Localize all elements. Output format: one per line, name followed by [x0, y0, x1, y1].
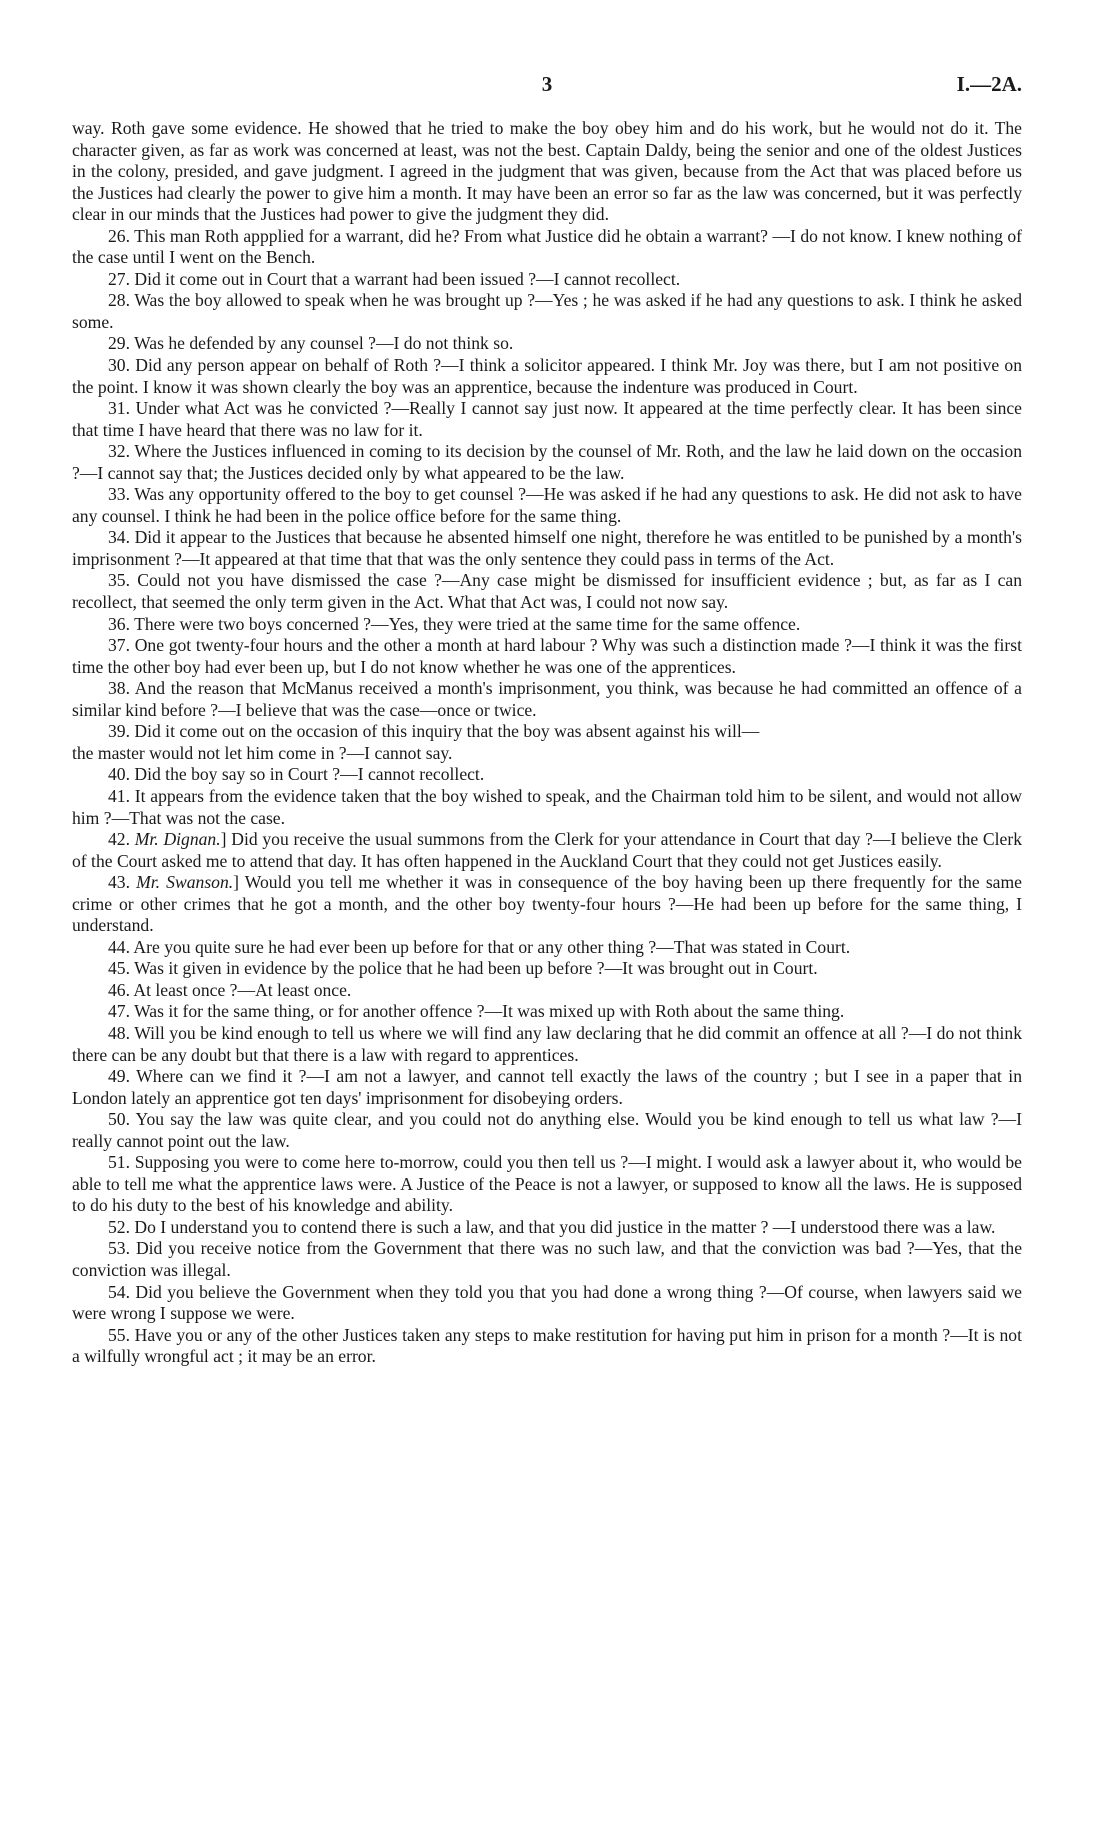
question-37: 37. One got twenty-four hours and the other a month at hard labour ? Why was such a distinction made ?—I think it was the first time the other boy had ever been up, but I do not know whether he was one of the apprentices.: [72, 635, 1022, 677]
question-39-line2: the master would not let him come in ?—I cannot say.: [72, 742, 453, 763]
page-number: 3: [541, 72, 553, 96]
question-36: 36. There were two boys concerned ?—Yes, they were tried at the same time for the same offence.: [108, 613, 801, 634]
question-38: 38. And the reason that McManus received a month's imprisonment, you think, was because he had committed an offence of a similar kind before ?—I believe that was the case—once or twice.: [72, 678, 1022, 720]
question-42-text: ] Did you receive the usual summons from the Clerk for your attendance in Court that day ?—I believe the Clerk of the Court asked me to attend that day. It has often happened in the Auckland Court that they could not get Justices easily.: [72, 829, 1023, 871]
question-52: 52. Do I understand you to contend there is such a law, and that you did justice in the matter ? —I understood there was a law.: [108, 1216, 996, 1237]
question-47: 47. Was it for the same thing, or for another offence ?—It was mixed up with Roth about the same thing.: [108, 1001, 845, 1022]
page-header: [72, 0, 1022, 118]
question-49: 49. Where can we find it ?—I am not a lawyer, and cannot tell exactly the laws of the country ; but I see in a paper that in London lately an apprentice got ten days' imprisonment for disobeying orders.: [72, 1066, 1022, 1108]
question-28: 28. Was the boy allowed to speak when he was brought up ?—Yes ; he was asked if he had any questions to ask. I think he asked some.: [72, 290, 1022, 332]
question-55: 55. Have you or any of the other Justices taken any steps to make restitution for having put him in prison for a month ?—It is not a wilfully wrongful act ; it may be an error.: [72, 1324, 1022, 1367]
question-43-speaker: Mr. Swanson.: [136, 872, 234, 893]
question-44: 44. Are you quite sure he had ever been up before for that or any other thing ?—That was stated in Court.: [108, 936, 851, 957]
question-48: 48. Will you be kind enough to tell us where we will find any law declaring that he did commit an offence at all ?—I do not think there can be any doubt but that there is a law with regard to apprentices.: [72, 1022, 1022, 1065]
question-40: 40. Did the boy say so in Court ?—I cannot recollect.: [108, 764, 485, 785]
question-30: 30. Did any person appear on behalf of Roth ?—I think a solicitor appeared. I think Mr. Joy was there, but I am not positive on the point. I know it was shown clearly the boy was an apprentice, because the indenture was produced in Court.: [72, 355, 1022, 397]
document-reference: I.—2A.: [956, 72, 1022, 96]
question-34: 34. Did it appear to the Justices that because he absented himself one night, therefore he was entitled to be punished by a month's imprisonment ?—It appeared at that time that that was the only sentence they could pass in terms of the Act.: [72, 527, 1022, 569]
question-42-number: 42.: [108, 829, 130, 850]
question-51: 51. Supposing you were to come here to-morrow, could you then tell us ?—I might. I would ask a lawyer about it, who would be able to tell me what the apprentice laws were. A Justice of the Peace is not a lawyer, or supposed to know all the laws. He is supposed to do his duty to the best of his knowledge and ability.: [72, 1152, 1022, 1216]
question-39-line1: 39. Did it come out on the occasion of this inquiry that the boy was absent against his will—: [108, 721, 760, 742]
body-text: [72, 118, 1022, 1368]
question-27: 27. Did it come out in Court that a warrant had been issued ?—I cannot recollect.: [108, 268, 681, 289]
question-53: 53. Did you receive notice from the Government that there was no such law, and that the conviction was bad ?—Yes, that the conviction was illegal.: [72, 1238, 1022, 1280]
question-41: 41. It appears from the evidence taken that the boy wished to speak, and the Chairman told him to be silent, and would not allow him ?—That was not the case.: [72, 785, 1022, 828]
question-43-text: ] Would you tell me whether it was in consequence of the boy having been up there frequently for the same crime or other crimes that he got a month, and the other boy twenty-four hours ?—He had been up before for the same thing, I understand.: [72, 872, 1022, 936]
question-50: 50. You say the law was quite clear, and you could not do anything else. Would you be kind enough to tell us what law ?—I really cannot point out the law.: [72, 1109, 1022, 1151]
question-31: 31. Under what Act was he convicted ?—Really I cannot say just now. It appeared at the time perfectly clear. It has been since that time I have heard that there was no law for it.: [72, 398, 1022, 440]
question-54: 54. Did you believe the Government when they told you that you had done a wrong thing ?—Of course, when lawyers said we were wrong I suppose we were.: [72, 1281, 1022, 1324]
question-32: 32. Where the Justices influenced in coming to its decision by the counsel of Mr. Roth, and the law he laid down on the occasion ?—I cannot say that; the Justices decided only by what appeared to be the law.: [72, 441, 1022, 483]
question-42: [72, 829, 1022, 872]
question-26: 26. This man Roth appplied for a warrant, did he? From what Justice did he obtain a warrant? —I do not know. I knew nothing of the case until I went on the Bench.: [72, 225, 1022, 268]
question-33: 33. Was any opportunity offered to the boy to get counsel ?—He was asked if he had any questions to ask. He did not ask to have any counsel. I think he had been in the police office before for the same thing.: [72, 484, 1022, 526]
paragraph-intro: way. Roth gave some evidence. He showed that he tried to make the boy obey him and do his work, but he would not do it. The character given, as far as work was concerned at least, was not the best. Captain Daldy, being the senior and one of the oldest Justices in the colony, presided, and gave judgment. I agreed in the judgment that was given, because from the Act that was placed before us the Justices had clearly the power to give him a month. It may have been an error so far as the law was concerned, but it was perfectly clear in our minds that the Justices had power to give the judgment they did.: [72, 118, 1022, 225]
question-45: 45. Was it given in evidence by the police that he had been up before ?—It was brought out in Court.: [108, 958, 818, 979]
question-35: 35. Could not you have dismissed the case ?—Any case might be dismissed for insufficient evidence ; but, as far as I can recollect, that seemed the only term given in the Act. What that Act was, I could not now say.: [72, 570, 1022, 613]
question-43: [72, 872, 1022, 937]
question-46: 46. At least once ?—At least once.: [108, 979, 352, 1000]
question-43-number: 43.: [108, 872, 130, 893]
question-29: 29. Was he defended by any counsel ?—I do not think so.: [108, 333, 514, 354]
question-42-speaker: Mr. Dignan.: [134, 829, 221, 850]
